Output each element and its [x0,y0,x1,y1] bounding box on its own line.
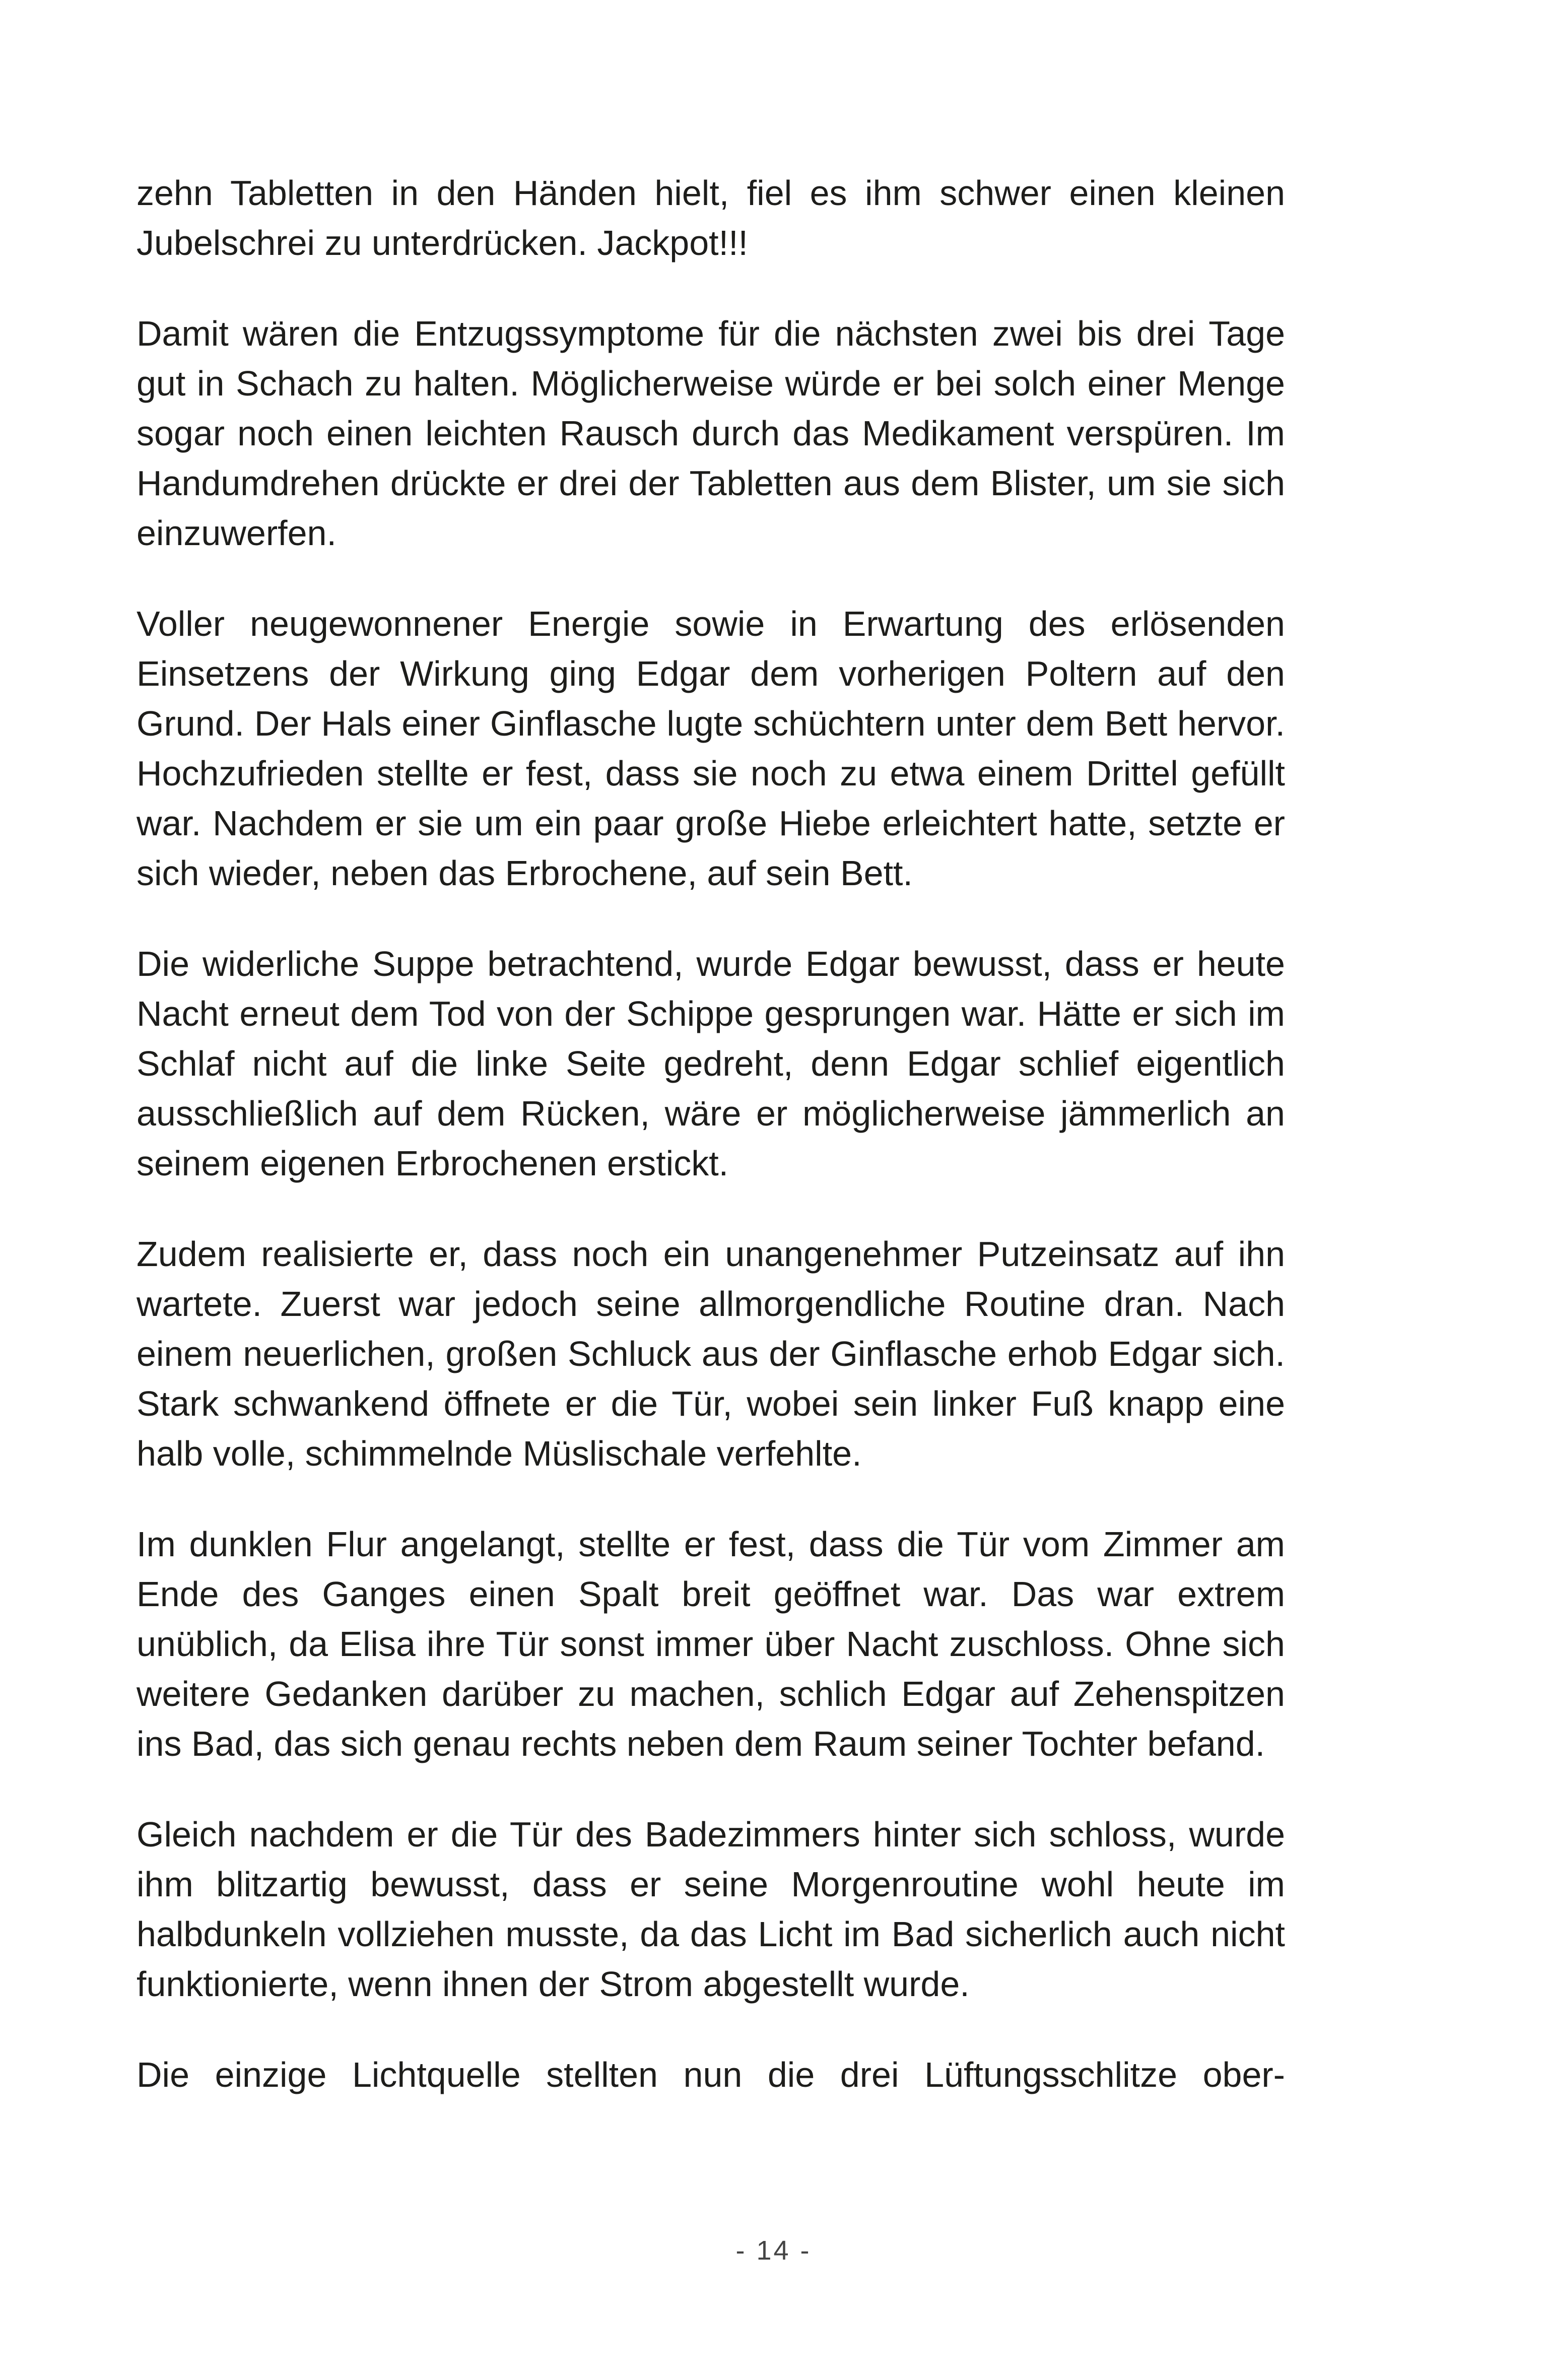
paragraph-4: Die widerliche Suppe betrachtend, wurde Edgar bewusst, dass er heute Nacht erneut dem Tod von der Schippe gesprungen war. Hätte er sich im Schlaf nicht auf die linke Seite gedreht, denn Edgar schlief eigentlich ausschließlich auf dem Rücken, wäre er möglicherweise jämmerlich an seinem eigenen Erbrochenen erstickt. [137,944,1285,1183]
paragraph-2: Damit wären die Entzugssymptome für die nächsten zwei bis drei Tage gut in Schach zu halten. Möglicherweise würde er bei solch einer Menge sogar noch einen leichten Rausch durch das Medikament verspüren. Im Handumdrehen drückte er drei der Tabletten aus dem Blister, um sie sich einzuwerfen. [137,314,1285,553]
page-number: - 14 - [735,2235,812,2266]
paragraph-1: zehn Tabletten in den Händen hielt, fiel es ihm schwer einen kleinen Jubelschrei zu unterdrücken. Jackpot!!! [137,173,1285,262]
paragraph-7: Gleich nachdem er die Tür des Badezimmers hinter sich schloss, wurde ihm blitzartig bewusst, dass er seine Morgenroutine wohl heute im halbdunkeln vollziehen musste, da das Licht im Bad sicherlich auch nicht funktionierte, wenn ihnen der Strom abgestellt wurde. [137,1815,1285,2004]
paragraph-8: Die einzige Lichtquelle stellten nun die drei Lüftungsschlitze ober- [137,2055,1285,2094]
paragraph-3: Voller neugewonnener Energie sowie in Erwartung des erlösenden Einsetzens der Wirkung ging Edgar dem vorherigen Poltern auf den Grund. Der Hals einer Ginflasche lugte schüchtern unter dem Bett hervor. Hochzufrieden stellte er fest, dass sie noch zu etwa einem Drittel gefüllt war. Nachdem er sie um ein paar große Hiebe erleichtert hatte, setzte er sich wieder, neben das Erbrochene, auf sein Bett. [137,604,1285,893]
paragraph-6: Im dunklen Flur angelangt, stellte er fest, dass die Tür vom Zimmer am Ende des Ganges einen Spalt breit geöffnet war. Das war extrem unüblich, da Elisa ihre Tür sonst immer über Nacht zuschloss. Ohne sich weitere Gedanken darüber zu machen, schlich Edgar auf Zehenspitzen ins Bad, das sich genau rechts neben dem Raum seiner Tochter befand. [137,1525,1285,1763]
paragraph-5: Zudem realisierte er, dass noch ein unangenehmer Putzeinsatz auf ihn wartete. Zuerst war jedoch seine allmorgendliche Routine dran. Nach einem neuerlichen, großen Schluck aus der Ginflasche erhob Edgar sich. Stark schwankend öffnete er die Tür, wobei sein linker Fuß knapp eine halb volle, schimmelnde Müslischale verfehlte. [137,1234,1285,1473]
body-text [137,168,1285,2100]
